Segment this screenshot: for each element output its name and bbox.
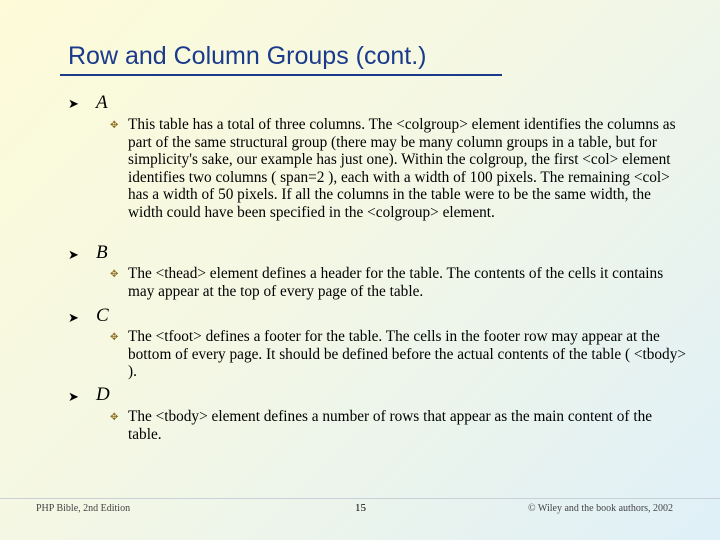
footer-copyright: © Wiley and the book authors, 2002 [528, 503, 674, 514]
footer-book-title: PHP Bible, 2nd Edition [36, 503, 131, 514]
arrow-bullet-icon: ➤ [68, 390, 79, 405]
arrow-bullet-icon: ➤ [68, 311, 79, 326]
bullet-text-c: The <tfoot> defines a footer for the table. The cells in the footer row may appear at the bottom of every page. It should be defined before the actual contents of the table ( <tbody> ). [128, 328, 686, 380]
diamond-bullet-icon: ✥ [110, 269, 119, 280]
footer-divider [0, 498, 720, 499]
bullet-label-a: A [96, 92, 108, 113]
slide-title: Row and Column Groups (cont.) [68, 42, 427, 70]
diamond-bullet-icon: ✥ [110, 120, 119, 131]
arrow-bullet-icon: ➤ [68, 248, 79, 263]
diamond-bullet-icon: ✥ [110, 412, 119, 423]
bullet-label-b: B [96, 242, 108, 263]
page-number: 15 [355, 502, 366, 514]
arrow-bullet-icon: ➤ [68, 97, 79, 112]
bullet-text-a: This table has a total of three columns. The <colgroup> element identifies the columns as part of the same structural group (there may be many column groups in a table, but for simplicity's sake, our example has just one). Within the colgroup, the first <col> element identifies two columns ( span=2 ), each with a width of 100 pixels. The remaining <col> has a width of 50 pixels. If all the columns in the table were to be the same width, the width could have been specified in the <colgroup> element. [128, 116, 676, 221]
bullet-text-d: The <tbody> element defines a number of rows that appear as the main content of the table. [128, 408, 653, 443]
bullet-label-c: C [96, 305, 109, 326]
bullet-label-d: D [96, 384, 110, 405]
diamond-bullet-icon: ✥ [110, 332, 119, 343]
bullet-text-b: The <thead> element defines a header for the table. The contents of the cells it contains may appear at the top of every page of the table. [128, 265, 664, 300]
title-underline [60, 74, 502, 76]
